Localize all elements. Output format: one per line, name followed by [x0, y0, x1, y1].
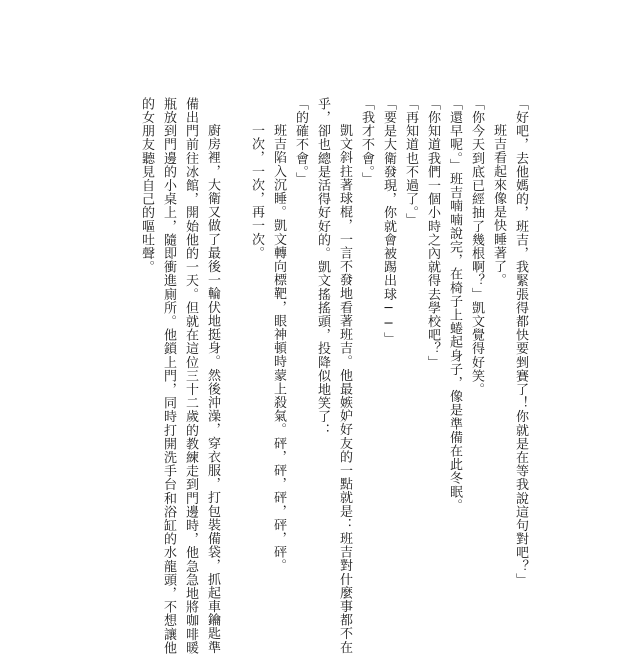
text-column: 班吉陷入沉睡。凱文轉向標靶，眼神頓時蒙上殺氣。砰，砰，砰，砰，砰。: [271, 110, 286, 573]
text-column: 瓶放到門邊的小桌上，隨即衝進廁所。他鎖上門，同時打開洗手台和浴缸的水龍頭，不想讓他: [161, 97, 176, 655]
text-column: 「要是大衛發現，你就會被踢出球──」: [381, 97, 396, 346]
text-column: 「你知道我們一個小時之內就得去學校吧？」: [425, 97, 440, 369]
text-column: 凱文斜拄著球棍，一言不發地看著班吉。他最嫉妒好友的一點就是：班吉對什麼事都不在: [337, 110, 352, 654]
text-column: 「還早呢。」班吉喃喃說完，在椅子上蜷起身子，像是準備在此冬眠。: [447, 97, 462, 513]
text-column: 「我才不會。」: [359, 97, 374, 186]
text-column: 「好吧，去他媽的，班吉，我緊張得都快要剉賽了！你就是在等我說這句對吧？」: [513, 97, 528, 587]
text-column: 「再知道也不過了。」: [403, 97, 418, 227]
text-column: 一次，一次，再一次。: [249, 110, 264, 260]
text-column: 「的確不會。」: [293, 97, 308, 186]
text-column: 備出門前往冰館，開始他的一天。但就在這位三十二歲的教練走到門邊時，他急急地將咖啡暖: [183, 97, 198, 655]
text-column: 的女朋友聽見自己的嘔吐聲。: [139, 97, 154, 274]
text-column: 乎，卻也總是活得好好的。凱文搖搖頭，投降似地笑了：: [315, 97, 330, 437]
text-column: 班吉看起來像是快睡著了。: [491, 110, 506, 287]
text-column: 「你今天到底已經抽了幾根啊？」凱文覺得好笑。: [469, 97, 484, 397]
text-column: 廚房裡，大衛又做了最後一輪伏地挺身。然後沖澡，穿衣服，打包裝備袋，抓起車鑰匙準: [205, 110, 220, 654]
